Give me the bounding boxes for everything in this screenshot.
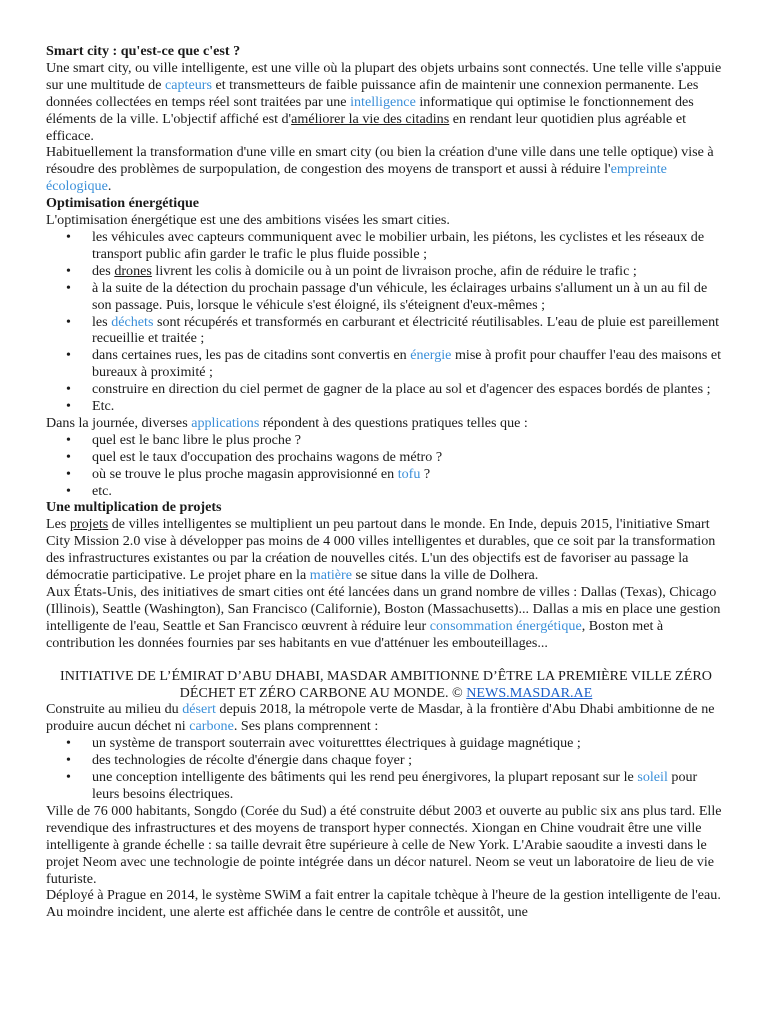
text: Construite au milieu du [46,701,183,718]
text: et transmetteurs de faible puissance afin de maintenir une connexion permanente. Les données collectées en temps réel sont traitées par une [46,76,699,110]
text: Habituellement la transformation d'une ville en smart city (ou bien la création d'une ville dans une telle optique) vise à résoudre des problèmes de surpopulation, de congestion des moyens de transport et aussi à réduire l' [46,144,714,178]
list-item: • un système de transport souterrain avec voituretttes électriques à guidage magnétique ; [92,735,726,752]
link-applications[interactable]: applications [191,414,260,431]
text: en rendant leur quotidien plus agréable et efficace. [46,110,686,144]
text: livrent les colis à domicile ou à un point de livraison proche, afin de réduire le trafic ; [151,262,637,279]
link-projets[interactable]: projets [69,516,109,533]
list-item: • quel est le banc libre le plus proche ? [92,432,726,449]
link-empreinte-ecologique[interactable]: empreinte écologique [46,161,667,195]
link-desert[interactable]: désert [182,701,216,718]
text: Une smart city, ou ville intelligente, est une ville où la plupart des objets urbains sont connectés. Une telle ville s'appuie sur une multitude de [46,59,722,93]
paragraph-intro [46,60,726,145]
link-ameliorer-vie-citadins[interactable]: améliorer la vie des citadins [291,110,450,127]
link-drones[interactable]: drones [114,262,152,279]
list-item: • des technologies de récolte d'énergie dans chaque foyer ; [92,752,726,769]
link-consommation-energetique[interactable]: consommation énergétique [429,617,582,634]
paragraph-etats-unis [46,584,726,652]
paragraph-applications [46,415,726,432]
link-tofu[interactable]: tofu [397,465,421,482]
list-item: • Etc. [92,398,726,415]
paragraph-projets [46,516,726,584]
list-optimisation [46,229,726,415]
list-item [92,347,726,381]
text: . Ses plans comprennent : [233,718,379,735]
list-item [92,466,726,483]
text: de villes intelligentes se multiplient un peu partout dans le monde. En Inde, depuis 2015, l'initiative Smart City Mission 2.0 vise à développer pas moins de 4 000 villes intelligentes et durables, que ce soit par la transformation des infrastructures existantes ou par la création de nouvelles cités. L'un des objectifs est de favoriser au passage la démocratie participative. Le projet phare en la [46,516,716,584]
link-capteurs[interactable]: capteurs [165,76,212,93]
link-energie[interactable]: énergie [410,347,452,364]
link-matiere[interactable]: matière [309,567,353,584]
article [46,43,726,921]
text: , Boston met à contribution les données fournies par ses habitants en vue d'atténuer les embouteillages... [46,617,664,651]
text: depuis 2018, la métropole verte de Masdar, à la frontière d'Abu Dhabi ambitionne de ne produire aucun déchet ni [46,701,715,735]
link-soleil[interactable]: soleil [637,769,668,786]
link-carbone[interactable]: carbone [189,718,234,735]
list-item: • à la suite de la détection du prochain passage d'un véhicule, les éclairages urbains s'allument un à un au fil de son passage. Puis, lorsque le véhicule s'est éloigné, ils s'éteignent d'eux-mêmes ; [92,280,726,314]
text: dans certaines rues, les pas de citadins sont convertis en [92,347,411,364]
text: une conception intelligente des bâtiments qui les rend peu énergivores, la plupart reposant sur le [92,769,638,786]
list-item [92,314,726,348]
heading-optimisation: Optimisation énergétique [46,195,200,212]
text: Les [46,516,70,533]
text: ? [420,465,431,482]
text: où se trouve le plus proche magasin approvisionné en [92,465,398,482]
heading-smart-city: Smart city : qu'est-ce que c'est ? [46,43,241,59]
heading-multiplication-projets: Une multiplication de projets [46,499,222,516]
caption-text: INITIATIVE DE L’ÉMIRAT D’ABU DHABI, MASDAR AMBITIONNE D’ÊTRE LA PREMIÈRE VILLE ZÉRO DÉCHET ET ZÉRO CARBONE AU MONDE. © [60,667,712,701]
link-dechets[interactable]: déchets [111,313,154,330]
text: informatique qui optimise le fonctionnement des éléments de la ville. L'objectif affiché est d' [46,93,694,127]
paragraph-songdo: Ville de 76 000 habitants, Songdo (Corée du Sud) a été construite début 2003 et ouverte au public six ans plus tard. Elle revendique des infrastructures et des moyens de transport hyper connectés. Xiongan en Chine voudrait être une ville intelligente à grande échelle : sa taille devrait être supérieure à celle de New York. L'Arabie saoudite a investi dans le projet Neom avec une technologie de pointe intégrée dans un décor naturel. Neom se veut un laboratoire de lieu de vie futuriste. [46,802,722,887]
link-news-masdar[interactable]: NEWS.MASDAR.AE [466,684,593,701]
list-item [92,263,726,280]
link-intelligence[interactable]: intelligence [350,93,416,110]
list-item: • etc. [92,483,726,500]
text: mise à profit pour chauffer l'eau des maisons et bureaux à proximité ; [92,347,722,381]
text: répondent à des questions pratiques telles que : [259,414,528,431]
text: des [92,262,115,279]
text: Aux États-Unis, des initiatives de smart cities ont été lancées dans un grand nombre de villes : Dallas (Texas), Chicago (Illinois), Seattle (Washington), San Francisco (Californie), Boston (Massachusetts)... Dallas a mis en place une gestion intelligente de l'eau, Seattle et San Francisco œuvrent à réduire leur [46,584,721,634]
list-questions [46,432,726,500]
list-item: • construire en direction du ciel permet de gagner de la place au sol et d'agencer des espaces bordés de plantes ; [92,381,726,398]
text: pour leurs besoins électriques. [92,769,698,802]
paragraph-optimisation: L'optimisation énergétique est une des ambitions visées les smart cities. [46,212,450,229]
list-item [92,769,726,803]
text: Dans la journée, diverses [46,414,192,431]
text: les [92,313,112,330]
list-item: • quel est le taux d'occupation des prochains wagons de métro ? [92,449,726,466]
paragraph-transformation [46,144,726,195]
list-item: • les véhicules avec capteurs communiquent avec le mobilier urbain, les piétons, les cyclistes et les réseaux de transport public afin garder le trafic le plus fluide possible ; [92,229,726,263]
paragraph-masdar [46,701,726,735]
text: se situe dans la ville de Dolhera. [352,567,539,584]
image-caption [46,668,726,702]
paragraph-prague: Déployé à Prague en 2014, le système SWiM a fait entrer la capitale tchèque à l'heure de la gestion intelligente de l'eau. Au moindre incident, une alerte est affichée dans le centre de contrôle et aussitôt, une [46,887,721,921]
list-masdar-plans [46,735,726,803]
text: . [107,178,112,195]
text: sont récupérés et transformés en carburant et électricité réutilisables. L'eau de pluie est pareillement recueillie et traitée ; [92,313,720,347]
